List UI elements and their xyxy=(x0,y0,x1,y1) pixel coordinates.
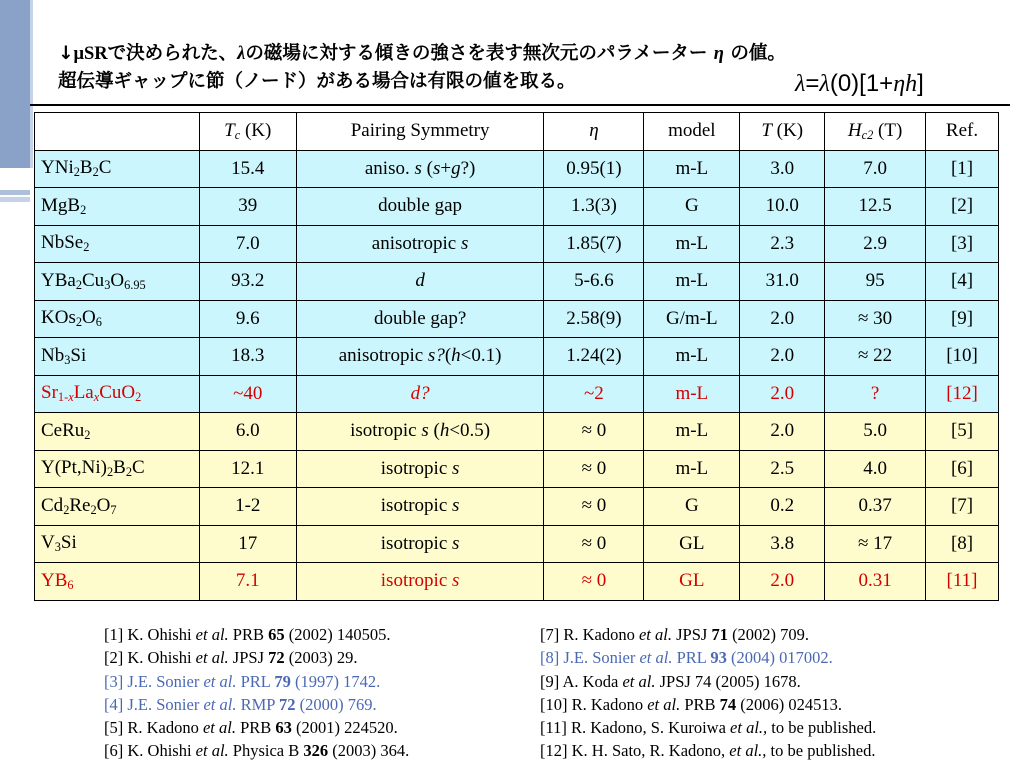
header-material xyxy=(35,113,200,151)
reference-item: [6] K. Ohishi et al. Physica B 326 (2003) 364. xyxy=(104,741,410,761)
model-cell: GL xyxy=(644,563,740,601)
header-line-1 xyxy=(58,40,1008,68)
material-cell: $Y(Pt,Ni)_2B_2C$ xyxy=(35,450,200,488)
model-cell: m-L xyxy=(644,338,740,376)
t-cell: 31.0 xyxy=(740,263,825,301)
tc-cell: 9.6 xyxy=(199,300,296,338)
table-row xyxy=(35,488,999,526)
references-right xyxy=(540,623,876,763)
hc2-cell: 4.0 xyxy=(825,450,926,488)
ref-cell: [7] xyxy=(926,488,999,526)
t-cell: 3.8 xyxy=(740,525,825,563)
hc2-cell: ≈ 17 xyxy=(825,525,926,563)
t-cell: 2.0 xyxy=(740,563,825,601)
t-cell: 2.0 xyxy=(740,413,825,451)
formula-lambda: λ xyxy=(795,71,806,97)
musr-label: μSR xyxy=(73,44,108,64)
model-cell: m-L xyxy=(644,450,740,488)
t-cell: 2.0 xyxy=(740,338,825,376)
reference-link[interactable]: [8] J.E. Sonier et al. PRL 93 (2004) 017002. xyxy=(540,648,833,668)
hc2-cell: ≈ 22 xyxy=(825,338,926,376)
superconductor-table xyxy=(34,112,999,601)
eta-cell: 2.58(9) xyxy=(544,300,644,338)
t-unit: (K) xyxy=(771,120,804,142)
ref-cell: [5] xyxy=(926,413,999,451)
eta-cell: ≈ 0 xyxy=(544,450,644,488)
hc2-cell: 0.31 xyxy=(825,563,926,601)
eta-cell: ≈ 0 xyxy=(544,488,644,526)
reference-link[interactable]: [4] J.E. Sonier et al. RMP 72 (2000) 769. xyxy=(104,694,377,714)
t-cell: 2.3 xyxy=(740,225,825,263)
formula-eq: = xyxy=(805,70,820,97)
tc-cell: 12.1 xyxy=(199,450,296,488)
t-cell: 3.0 xyxy=(740,150,825,188)
tc-cell: 18.3 xyxy=(199,338,296,376)
tc-cell: 6.0 xyxy=(199,413,296,451)
header-text-c: の値。 xyxy=(723,43,786,64)
ref-cell: [11] xyxy=(926,563,999,601)
eta-cell: ≈ 0 xyxy=(544,525,644,563)
table-row xyxy=(35,300,999,338)
hc2-sub: c2 xyxy=(861,127,874,142)
header-line-2: 超伝導ギャップに節（ノード）がある場合は有限の値を取る。 xyxy=(58,71,576,92)
eta-cell: 0.95(1) xyxy=(544,150,644,188)
table-row xyxy=(35,338,999,376)
reference-link[interactable]: [3] J.E. Sonier et al. PRL 79 (1997) 1742. xyxy=(104,671,381,691)
hc2-cell: 0.37 xyxy=(825,488,926,526)
header-ref: Ref. xyxy=(926,113,999,151)
eta-cell: 1.3(3) xyxy=(544,188,644,226)
material-cell: $YBa_2Cu_3O_{6.95}$ xyxy=(35,263,200,301)
header-hc2 xyxy=(825,113,926,151)
table-row xyxy=(35,263,999,301)
ref-cell: [2] xyxy=(926,188,999,226)
references-left xyxy=(104,623,409,763)
t-cell: 2.0 xyxy=(740,300,825,338)
decor-stripe-1 xyxy=(0,190,30,195)
tc-cell: 7.0 xyxy=(199,225,296,263)
eta-cell: 5-6.6 xyxy=(544,263,644,301)
header-eta xyxy=(544,113,644,151)
ref-cell: [1] xyxy=(926,150,999,188)
reference-item: [9] A. Koda et al. JPSJ 74 (2005) 1678. xyxy=(540,671,801,691)
tc-symbol: T xyxy=(224,119,235,141)
formula-lambda-2: λ xyxy=(819,71,830,97)
eta-header-symbol: η xyxy=(589,120,599,142)
hc2-unit: (T) xyxy=(873,119,903,141)
hc2-cell: 2.9 xyxy=(825,225,926,263)
eta-cell: ≈ 0 xyxy=(544,563,644,601)
material-cell: $Sr_{1-x}La_xCuO_2$ xyxy=(35,375,200,413)
reference-item: [5] R. Kadono et al. PRB 63 (2001) 224520. xyxy=(104,718,398,738)
eta-symbol: η xyxy=(713,44,724,64)
header-pairing: Pairing Symmetry xyxy=(296,113,544,151)
ref-cell: [6] xyxy=(926,450,999,488)
hc2-cell: 7.0 xyxy=(825,150,926,188)
eta-cell: ~2 xyxy=(544,375,644,413)
decor-stripe-2 xyxy=(0,197,30,202)
header-model: model xyxy=(644,113,740,151)
tc-sub: c xyxy=(234,127,241,142)
reference-item: [2] K. Ohishi et al. JPSJ 72 (2003) 29. xyxy=(104,648,358,668)
eta-cell: 1.24(2) xyxy=(544,338,644,376)
t-cell: 2.5 xyxy=(740,450,825,488)
pairing-cell: isotropic s xyxy=(296,563,544,601)
decor-bar-left-edge xyxy=(30,0,33,168)
formula-zero: (0)[1+ xyxy=(829,70,894,97)
model-cell: m-L xyxy=(644,150,740,188)
pairing-cell: double gap? xyxy=(296,300,544,338)
ref-cell: [8] xyxy=(926,525,999,563)
model-cell: G xyxy=(644,188,740,226)
hc2-symbol: H xyxy=(847,119,862,141)
material-cell: $Cd_2Re_2O_7$ xyxy=(35,488,200,526)
model-cell: m-L xyxy=(644,225,740,263)
tc-cell: 93.2 xyxy=(199,263,296,301)
tc-cell: 39 xyxy=(199,188,296,226)
reference-item: [10] R. Kadono et al. PRB 74 (2006) 024513. xyxy=(540,694,843,714)
ref-cell: [4] xyxy=(926,263,999,301)
model-cell: G/m-L xyxy=(644,300,740,338)
tc-cell: 15.4 xyxy=(199,150,296,188)
header-text-b: の磁場に対する傾きの強さを表す無次元のパラメーター xyxy=(245,43,714,64)
pairing-cell: isotropic s xyxy=(296,488,544,526)
ref-cell: [12] xyxy=(926,375,999,413)
pairing-cell: double gap xyxy=(296,188,544,226)
model-cell: m-L xyxy=(644,413,740,451)
header-t xyxy=(740,113,825,151)
material-cell: NbSe$_2$ xyxy=(35,225,200,263)
lambda-symbol: λ xyxy=(237,44,246,64)
pairing-cell: isotropic s xyxy=(296,525,544,563)
material-cell: $YB_6$ xyxy=(35,563,200,601)
hc2-cell: 95 xyxy=(825,263,926,301)
ref-cell: [3] xyxy=(926,225,999,263)
table-row xyxy=(35,450,999,488)
header-tc xyxy=(199,113,296,151)
tc-cell: 7.1 xyxy=(199,563,296,601)
hc2-cell: 5.0 xyxy=(825,413,926,451)
tc-cell: 17 xyxy=(199,525,296,563)
tc-cell: 1-2 xyxy=(199,488,296,526)
pairing-cell: aniso. s (s+g?) xyxy=(296,150,544,188)
reference-item: [12] K. H. Sato, R. Kadono, et al., to be published. xyxy=(540,741,876,761)
header-text-a: で決められた、 xyxy=(107,43,238,64)
formula-eta: η xyxy=(893,71,906,97)
eta-cell: 1.85(7) xyxy=(544,225,644,263)
table-row xyxy=(35,188,999,226)
model-cell: G xyxy=(644,488,740,526)
tc-unit: (K) xyxy=(240,119,272,141)
table-row xyxy=(35,375,999,413)
table-row xyxy=(35,563,999,601)
pairing-cell: isotropic s (h<0.5) xyxy=(296,413,544,451)
material-cell: $Nb_3Si$ xyxy=(35,338,200,376)
ref-cell: [9] xyxy=(926,300,999,338)
hc2-cell: ≈ 30 xyxy=(825,300,926,338)
material-cell: $KOs_2O_6$ xyxy=(35,300,200,338)
t-cell: 10.0 xyxy=(740,188,825,226)
t-cell: 2.0 xyxy=(740,375,825,413)
reference-item: [11] R. Kadono, S. Kuroiwa et al., to be published. xyxy=(540,718,877,738)
pairing-cell: anisotropic s xyxy=(296,225,544,263)
formula-h: h xyxy=(905,71,918,97)
model-cell: GL xyxy=(644,525,740,563)
pairing-cell: d xyxy=(296,263,544,301)
t-symbol: T xyxy=(761,120,772,142)
t-cell: 0.2 xyxy=(740,488,825,526)
pairing-cell: anisotropic s?(h<0.1) xyxy=(296,338,544,376)
ref-cell: [10] xyxy=(926,338,999,376)
reference-item: [1] K. Ohishi et al. PRB 65 (2002) 140505. xyxy=(104,625,391,644)
pairing-cell: d? xyxy=(296,375,544,413)
material-cell: $V_3Si$ xyxy=(35,525,200,563)
header-divider xyxy=(30,104,1010,106)
table-row xyxy=(35,413,999,451)
tc-cell: ~40 xyxy=(199,375,296,413)
material-cell: MgB$_2$ xyxy=(35,188,200,226)
model-cell: m-L xyxy=(644,375,740,413)
pairing-cell: isotropic s xyxy=(296,450,544,488)
table-row xyxy=(35,225,999,263)
formula xyxy=(795,70,924,98)
formula-close: ] xyxy=(917,70,924,97)
hc2-cell: 12.5 xyxy=(825,188,926,226)
material-cell: CeRu$_2$ xyxy=(35,413,200,451)
down-arrow-icon: ↓ xyxy=(58,43,74,64)
material-cell: $YNi_2B_2C$ xyxy=(35,150,200,188)
table-row xyxy=(35,150,999,188)
table-row xyxy=(35,525,999,563)
table-header-row xyxy=(35,113,999,151)
reference-item: [7] R. Kadono et al. JPSJ 71 (2002) 709. xyxy=(540,625,810,644)
hc2-cell: ? xyxy=(825,375,926,413)
model-cell: m-L xyxy=(644,263,740,301)
decor-bar-left xyxy=(0,0,30,168)
eta-cell: ≈ 0 xyxy=(544,413,644,451)
